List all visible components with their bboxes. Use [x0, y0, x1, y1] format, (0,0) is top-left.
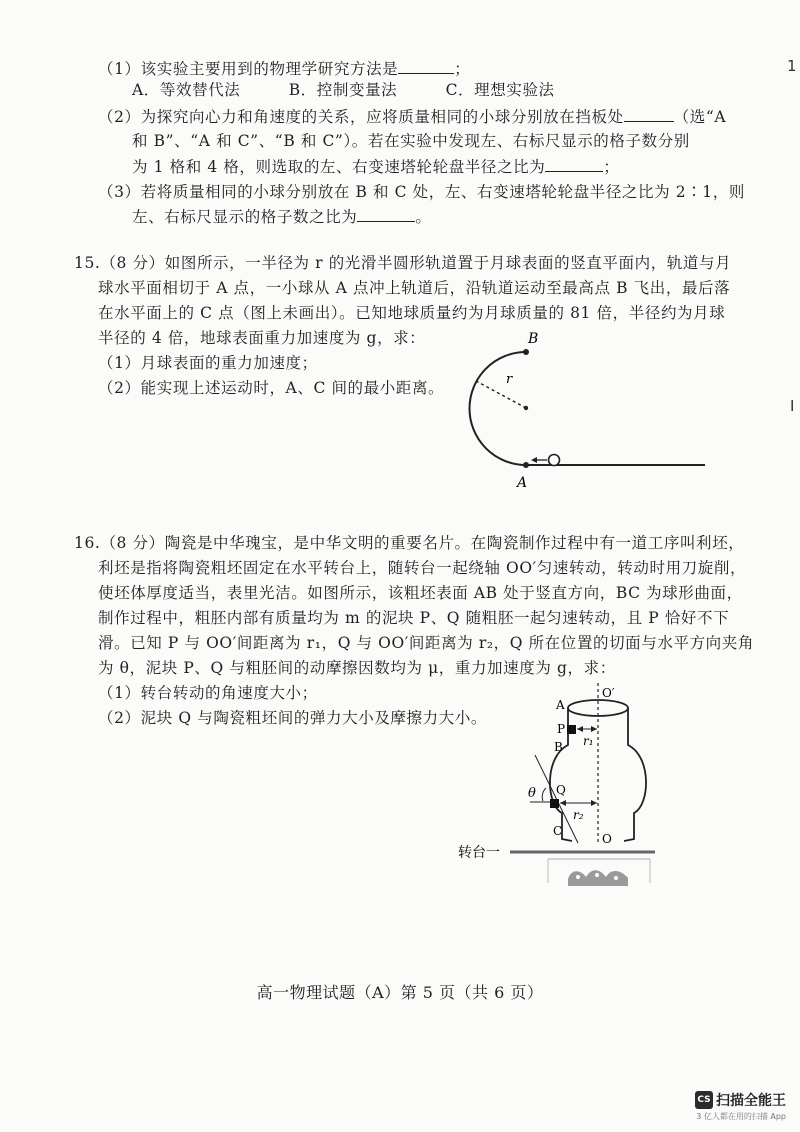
q14-part2-line2: 和 B”、“A 和 C”、“B 和 C”）。若在实验中发现左、右标尺显示的格子数分别	[132, 132, 690, 150]
label-p: P	[557, 722, 566, 736]
q14-part2-line3: 为 1 格和 4 格，则选取的左、右变速塔轮轮盘半径之比为 ；	[132, 155, 619, 178]
camscanner-watermark	[695, 1090, 786, 1123]
label-q: Q	[556, 783, 566, 797]
label-theta: θ	[528, 786, 536, 801]
point-b	[523, 349, 529, 355]
q14-blank-3	[545, 155, 603, 172]
theta-arc	[542, 788, 546, 801]
q14-part3-line1: （3）若将质量相同的小球分别放在 B 和 C 处，左、右变速塔轮轮盘半径之比为 2∶1，则	[98, 183, 745, 201]
q15-stem-line2: 球水平面相切于 A 点，一小球从 A 点冲上轨道后，沿轨道运动至最高点 B 飞出，最后落	[98, 279, 731, 297]
q16-stem-line2: 利坯是指将陶瓷粗坯固定在水平转台上，随转台一起绕轴 OO′匀速转动，转动时用刀旋削，	[98, 559, 747, 577]
q16-stem-line5: 滑。已知 P 与 OO′间距离为 r₁，Q 与 OO′间距离为 r₂，Q 所在位置的切面与水平方向夹角	[98, 634, 754, 652]
page-footer: 高一物理试题（A）第 5 页（共 6 页）	[256, 983, 544, 1002]
edge-mark-2: I	[790, 397, 795, 415]
r2-arrowhead-right	[591, 800, 597, 806]
q14-blank-2	[624, 105, 674, 122]
q15-stem-line1: 15.（8 分）如图所示，一半径为 r 的光滑半圆形轨道置于月球表面的竖直平面内，轨道与月	[74, 254, 732, 272]
q15-subq1: （1）月球表面的重力加速度；	[98, 354, 318, 372]
turntable-dot	[595, 873, 599, 877]
label-r: r	[506, 372, 513, 387]
turntable-dot	[576, 875, 580, 879]
label-o-prime: O′	[602, 686, 615, 700]
q16-stem-line4: 制作过程中，粗胚内部有质量均为 m 的泥块 P、Q 随粗胚一起匀速转动，且 P 恰好不下	[98, 609, 730, 627]
ball	[549, 455, 560, 466]
block-q	[550, 799, 559, 808]
watermark-name: 扫描全能王	[716, 1093, 786, 1109]
q14-part3-line2: 左、右标尺显示的格子数之比为 。	[132, 205, 432, 228]
label-a: A	[517, 475, 528, 491]
q14-part2-line1: （2）为探究向心力和角速度的关系，应将质量相同的小球分别放在挡板处 （选“A	[98, 105, 726, 128]
arrowhead	[531, 457, 537, 463]
center-point	[524, 406, 528, 410]
label-a: A	[556, 698, 565, 712]
turntable-dot	[614, 876, 618, 880]
label-b: B	[554, 740, 563, 754]
q14-options: A．等效替代法 B．控制变量法 C．理想实验法	[132, 81, 555, 99]
q16-subq2: （2）泥块 Q 与陶瓷粗坯间的弹力大小及摩擦力大小。	[98, 709, 488, 727]
label-r2: r₂	[573, 808, 584, 822]
q14-part1: （1）该实验主要用到的物理学研究方法是 ；	[98, 57, 470, 80]
block-p	[567, 725, 576, 734]
pottery-diagram	[450, 683, 680, 898]
q16-subq1: （1）转台转动的角速度大小；	[98, 684, 318, 702]
point-a	[523, 462, 529, 468]
label-b: B	[528, 331, 539, 347]
turntable-label: 转台一	[458, 845, 500, 861]
q15-subq2: （2）能实现上述运动时，A、C 间的最小距离。	[98, 379, 445, 397]
q15-stem-line3: 在水平面上的 C 点（图上未画出）。已知地球质量约为月球质量的 81 倍，半径约为月球	[98, 304, 726, 322]
r1-arrowhead-right	[591, 726, 597, 732]
camscanner-logo-icon: CS	[695, 1091, 713, 1109]
q16-stem-line1: 16.（8 分）陶瓷是中华瑰宝，是中华文明的重要名片。在陶瓷制作过程中有一道工序叫利坯，	[74, 534, 745, 552]
q14-blank-1	[398, 57, 454, 74]
label-c: C	[553, 824, 563, 838]
q14-blank-4	[357, 205, 415, 222]
radius-dashed	[476, 381, 526, 408]
watermark-tagline: 3 亿人都在用的扫描 App	[696, 1112, 786, 1121]
semicircle-track-diagram	[440, 325, 720, 495]
q16-stem-line3: 使坯体厚度适当，表里光洁。如图所示，该粗坯表面 AB 处于竖直方向，BC 为球形曲面，	[98, 584, 743, 602]
r2-arrowhead-left	[560, 800, 566, 806]
r1-arrowhead-left	[577, 726, 583, 732]
semicircle-track	[470, 352, 527, 465]
label-r1: r₁	[583, 734, 594, 748]
q15-stem-line4: 半径的 4 倍，地球表面重力加速度为 g，求：	[98, 329, 426, 347]
label-o: O	[602, 832, 612, 846]
edge-mark-1: 1	[787, 57, 797, 75]
q16-stem-line6: 为 θ，泥块 P、Q 与粗胚间的动摩擦因数均为 μ，重力加速度为 g，求：	[98, 659, 616, 677]
